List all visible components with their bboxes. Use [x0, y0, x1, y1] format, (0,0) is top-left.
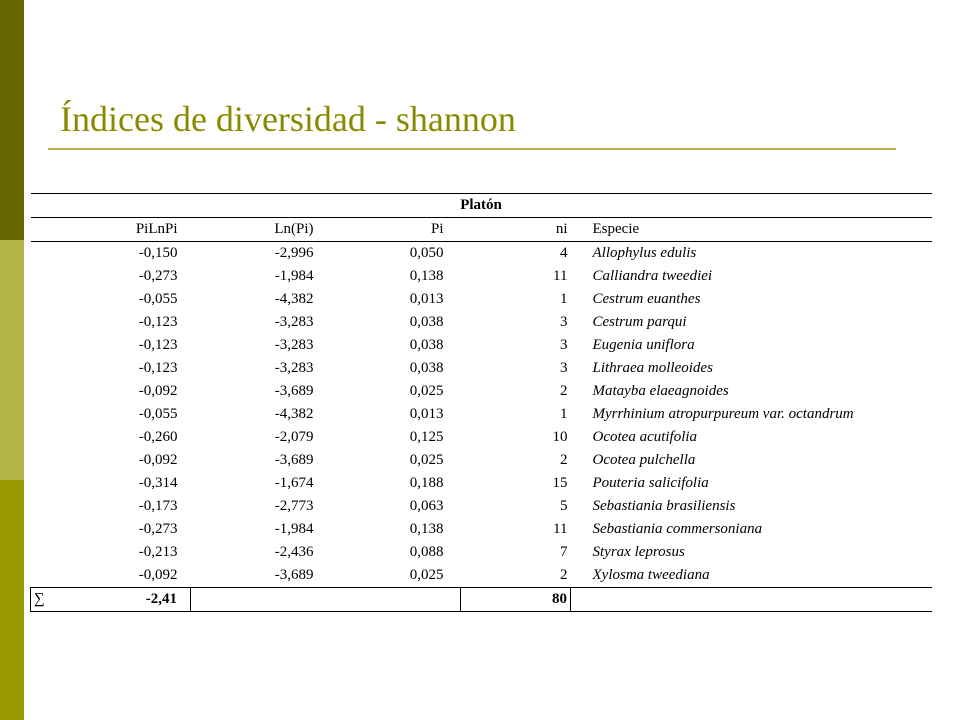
cell-pilnpi: -0,055	[138, 406, 178, 422]
cell-especie: Xylosma tweediana	[592, 567, 710, 583]
table-row	[31, 449, 932, 472]
sum-symbol: ∑	[31, 588, 51, 612]
table-row	[31, 564, 932, 588]
cell-pi: 0,063	[409, 498, 444, 514]
cell-especie: Sebastiania brasiliensis	[592, 498, 736, 514]
cell-pilnpi: -0,273	[138, 268, 178, 284]
row-blank	[31, 541, 51, 564]
header-pilnpi: PiLnPi	[51, 218, 191, 242]
row-blank	[31, 357, 51, 380]
cell-pilnpi: -0,092	[138, 567, 178, 583]
cell-pilnpi: -0,055	[138, 291, 178, 307]
cell-pi: 0,013	[409, 406, 444, 422]
row-blank	[31, 242, 51, 266]
cell-pi: 0,050	[409, 245, 444, 261]
row-blank	[31, 265, 51, 288]
cell-especie: Calliandra tweediei	[592, 268, 713, 284]
cell-ni: 1	[560, 291, 568, 307]
cell-ni: 15	[552, 475, 568, 491]
table-group-header-row	[31, 194, 932, 218]
header-especie: Especie	[571, 218, 932, 242]
header-pi: Pi	[331, 218, 461, 242]
diversity-table-container	[30, 193, 931, 612]
cell-pilnpi: -0,173	[138, 498, 178, 514]
cell-lnpi: -1,984	[274, 268, 314, 284]
cell-ni: 5	[560, 498, 568, 514]
cell-lnpi: -3,283	[274, 337, 314, 353]
group-header: Platón	[31, 194, 932, 218]
cell-ni: 2	[560, 567, 568, 583]
cell-lnpi: -2,079	[274, 429, 314, 445]
row-blank	[31, 403, 51, 426]
cell-lnpi: -4,382	[274, 291, 314, 307]
slide-title: Índices de diversidad - shannon	[60, 99, 516, 139]
table-row	[31, 472, 932, 495]
cell-lnpi: -3,689	[274, 567, 314, 583]
cell-pilnpi: -0,213	[138, 544, 178, 560]
cell-especie: Cestrum parqui	[592, 314, 687, 330]
cell-ni: 11	[553, 521, 568, 537]
cell-ni: 7	[560, 544, 568, 560]
diversity-table	[30, 193, 932, 612]
cell-pilnpi: -0,092	[138, 383, 178, 399]
cell-lnpi: -2,773	[274, 498, 314, 514]
cell-lnpi: -1,984	[274, 521, 314, 537]
table-body	[31, 242, 932, 588]
cell-especie: Cestrum euanthes	[592, 291, 701, 307]
cell-pi: 0,088	[409, 544, 444, 560]
table-row	[31, 403, 932, 426]
total-lnpi-blank	[191, 588, 331, 612]
cell-especie: Sebastiania commersoniana	[592, 521, 763, 537]
cell-ni: 2	[560, 383, 568, 399]
cell-pi: 0,038	[409, 360, 444, 376]
cell-pilnpi: -0,273	[138, 521, 178, 537]
cell-ni: 3	[560, 360, 568, 376]
cell-pi: 0,138	[409, 268, 444, 284]
cell-ni: 3	[560, 337, 568, 353]
table-row	[31, 518, 932, 541]
table-row	[31, 265, 932, 288]
row-blank	[31, 564, 51, 588]
cell-pilnpi: -0,123	[138, 360, 178, 376]
cell-especie: Matayba elaeagnoides	[592, 383, 729, 399]
side-bar-middle	[0, 240, 24, 480]
side-bar-top	[0, 0, 24, 240]
row-blank	[31, 495, 51, 518]
cell-pi: 0,025	[409, 567, 444, 583]
row-blank	[31, 334, 51, 357]
cell-especie: Lithraea molleoides	[592, 360, 713, 376]
cell-especie: Ocotea acutifolia	[592, 429, 698, 445]
cell-especie: Pouteria salicifolia	[592, 475, 709, 491]
cell-ni: 3	[560, 314, 568, 330]
table-row	[31, 541, 932, 564]
cell-ni: 4	[560, 245, 568, 261]
table-row	[31, 288, 932, 311]
cell-pilnpi: -0,314	[138, 475, 178, 491]
cell-ni: 10	[552, 429, 568, 445]
row-blank	[31, 380, 51, 403]
cell-especie: Styrax leprosus	[592, 544, 685, 560]
row-blank	[31, 518, 51, 541]
cell-lnpi: -1,674	[274, 475, 314, 491]
cell-pilnpi: -0,150	[138, 245, 178, 261]
cell-ni: 11	[553, 268, 568, 284]
table-row	[31, 495, 932, 518]
table-total-row	[31, 588, 932, 612]
cell-pi: 0,025	[409, 383, 444, 399]
cell-ni: 2	[560, 452, 568, 468]
table-row	[31, 334, 932, 357]
total-pi-blank	[331, 588, 461, 612]
cell-lnpi: -3,283	[274, 360, 314, 376]
cell-especie: Ocotea pulchella	[592, 452, 696, 468]
table-header-row	[31, 218, 932, 242]
cell-pi: 0,025	[409, 452, 444, 468]
cell-ni: 1	[560, 406, 568, 422]
total-especie-blank	[571, 588, 932, 612]
total-ni: 80	[461, 588, 571, 612]
cell-especie: Myrrhinium atropurpureum var. octandrum	[592, 406, 854, 422]
cell-pi: 0,125	[409, 429, 444, 445]
table-row	[31, 426, 932, 449]
cell-pi: 0,013	[409, 291, 444, 307]
cell-lnpi: -3,689	[274, 383, 314, 399]
row-blank	[31, 288, 51, 311]
row-blank	[31, 311, 51, 334]
cell-pi: 0,038	[409, 337, 444, 353]
cell-lnpi: -3,283	[274, 314, 314, 330]
title-underline	[48, 148, 896, 150]
cell-pi: 0,138	[409, 521, 444, 537]
table-row	[31, 380, 932, 403]
table-row	[31, 242, 932, 266]
row-blank	[31, 426, 51, 449]
cell-lnpi: -2,436	[274, 544, 314, 560]
cell-pi: 0,038	[409, 314, 444, 330]
row-blank	[31, 472, 51, 495]
cell-pilnpi: -0,123	[138, 314, 178, 330]
cell-especie: Eugenia uniflora	[592, 337, 695, 353]
cell-pilnpi: -0,092	[138, 452, 178, 468]
total-pilnpi: -2,41	[51, 588, 191, 612]
cell-especie: Allophylus edulis	[592, 245, 697, 261]
header-lnpi: Ln(Pi)	[191, 218, 331, 242]
row-blank	[31, 449, 51, 472]
cell-pilnpi: -0,260	[138, 429, 178, 445]
cell-lnpi: -3,689	[274, 452, 314, 468]
cell-lnpi: -4,382	[274, 406, 314, 422]
cell-lnpi: -2,996	[274, 245, 314, 261]
header-blank	[31, 218, 51, 242]
table-row	[31, 357, 932, 380]
header-ni: ni	[461, 218, 571, 242]
side-bar-bottom	[0, 480, 24, 720]
cell-pilnpi: -0,123	[138, 337, 178, 353]
cell-pi: 0,188	[409, 475, 444, 491]
table-row	[31, 311, 932, 334]
